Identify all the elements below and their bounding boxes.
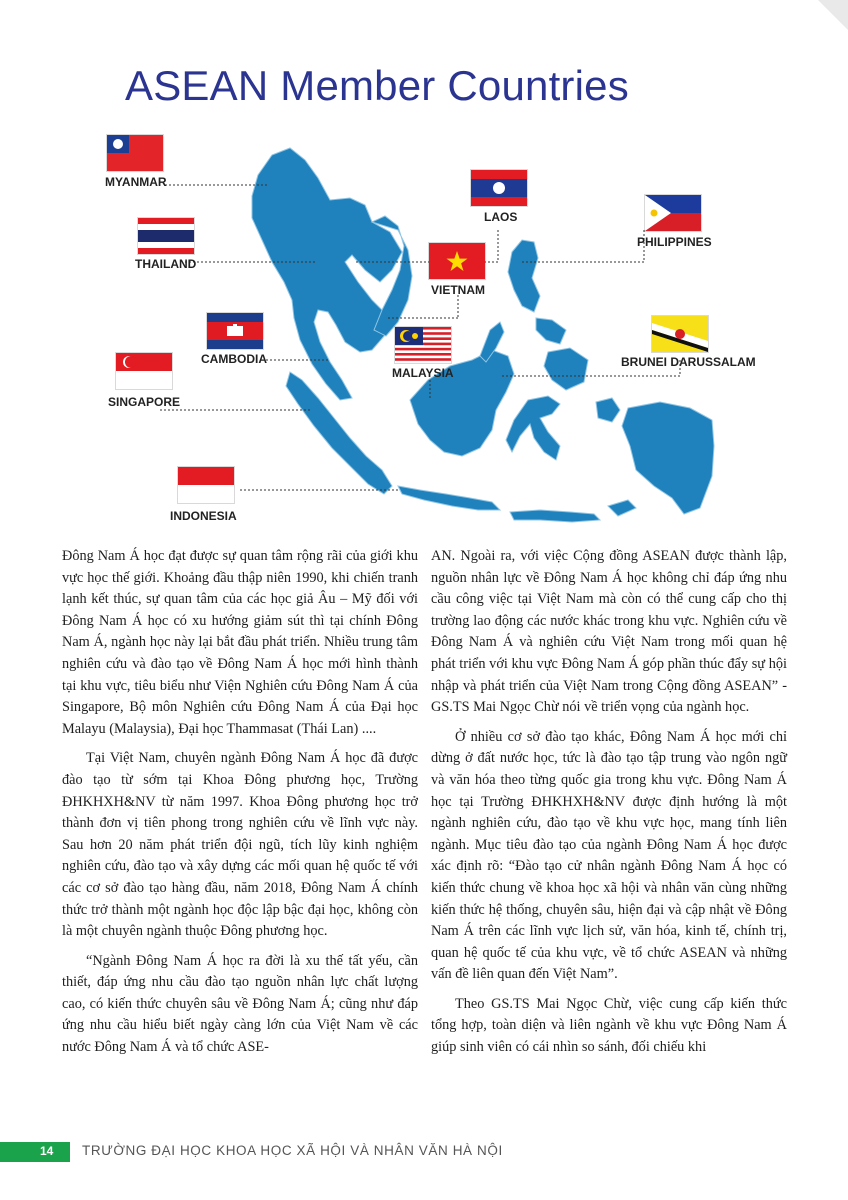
flag-vietnam xyxy=(429,243,485,279)
flag-malaysia xyxy=(395,327,451,363)
page-corner-decoration xyxy=(818,0,848,30)
flag-indonesia xyxy=(178,467,234,503)
label-singapore: SINGAPORE xyxy=(108,395,181,409)
label-laos: LAOS xyxy=(484,210,518,224)
flag-singapore xyxy=(116,353,172,389)
left-text-column xyxy=(62,546,418,1067)
page-number: 14 xyxy=(40,1144,54,1158)
timor-shape xyxy=(608,500,636,516)
label-malaysia: MALAYSIA xyxy=(392,366,454,380)
page-number-bar xyxy=(0,1142,70,1162)
visayas-shape xyxy=(536,318,566,344)
flag-brunei xyxy=(652,316,708,352)
right-text-column xyxy=(431,546,787,1067)
mindanao-shape xyxy=(544,348,588,390)
label-myanmar: MYANMAR xyxy=(105,175,167,189)
label-vietnam: VIETNAM xyxy=(431,283,485,297)
flag-myanmar xyxy=(107,135,163,171)
paragraph: Đông Nam Á học đạt được sự quan tâm rộng rãi của giới khu vực học thế giới. Khoảng đầu thập niên 1990, khi chiến tranh lạnh kết thúc, sự quan tâm của các học giả Âu – Mỹ đối với Đông Nam Á học có xu hướng giảm sút thì tại chính Đông Nam Á, ngành học này lại bắt đầu phát triển. Nhiều trung tâm nghiên cứu và đào tạo về Đông Nam Á học mới hình thành tại khu vực, tiêu biểu như Viện Nghiên cứu Đông Nam Á của Singapore, Bộ môn Nghiên cứu Đông Nam Á của Đại học Malayu (Malaysia), Đại học Thammasat (Thái Lan) .... xyxy=(62,548,418,737)
papua-shape xyxy=(622,402,714,514)
mainland-shape xyxy=(252,148,402,400)
flag-philippines xyxy=(645,195,701,231)
paragraph: Theo GS.TS Mai Ngọc Chừ, việc cung cấp kiến thức tổng hợp, toàn diện và liên ngành về khu vực Đông Nam Á giúp sinh viên có cái nhìn so sánh, đối chiếu khi xyxy=(431,995,787,1056)
label-thailand: THAILAND xyxy=(135,257,197,271)
paragraph: Tại Việt Nam, chuyên ngành Đông Nam Á học đã được đào tạo từ sớm tại Khoa Đông phương học, Trường ĐHKHXH&NV từ năm 1997. Khoa Đông phương học trở thành đơn vị tiên phong trong nghiên cứu về lĩnh vực này. Sau hơn 20 năm phát triển đội ngũ, tích lũy kinh nghiệm nghiên cứu, đào tạo và xây dựng các mối quan hệ quốc tế với các cơ sở đào tạo hàng đầu, năm 2018, Đông Nam Á chính thức trở thành một ngành học độc lập bậc đại học, không còn là một chuyên ngành thuộc Đông phương học. xyxy=(62,750,418,940)
maluku-shape xyxy=(596,398,620,422)
luzon-shape xyxy=(508,240,540,312)
label-cambodia: CAMBODIA xyxy=(201,352,267,366)
paragraph: Ở nhiều cơ sở đào tạo khác, Đông Nam Á học mới chỉ dừng ở đất nước học, tức là đào tạo tập trung vào ngôn ngữ và văn hóa theo từng quốc gia trong khu vực. Đông Nam Á học tại Trường ĐHKHXH&NV được định hướng là một ngành nghiên cứu, đào tạo về khu vực học, mang tính liên ngành. Mục tiêu đào tạo của ngành Đông Nam Á học được xác định rõ: “Đào tạo cử nhân ngành Đông Nam Á học có kiến thức chung về khoa học xã hội và nhân văn cùng những kiến thức hệ thống, chuyên sâu, hiện đại và cập nhật về Đông Nam Á trên các lĩnh vực lịch sử, văn hóa, kinh tế, chính trị, quan hệ quốc tế của khu vực, về tổ chức ASEAN và những vấn đề liên quan đến Việt Nam”. xyxy=(431,728,787,983)
page-footer xyxy=(0,1142,848,1162)
paragraph: “Ngành Đông Nam Á học ra đời là xu thế tất yếu, cần thiết, đáp ứng nhu cầu đào tạo nguồn nhân lực chất lượng cao, có kiến thức chuyên sâu về Đông Nam Á; cũng như đáp ứng nhu cầu hiểu biết ngày càng lớn của Việt Nam về các nước Đông Nam Á và tổ chức ASE- xyxy=(62,952,418,1056)
flag-thailand xyxy=(138,218,194,254)
flag-cambodia xyxy=(207,313,263,349)
label-philippines: PHILIPPINES xyxy=(637,235,712,249)
label-brunei: BRUNEI DARUSSALAM xyxy=(621,355,756,369)
java-shape xyxy=(398,486,500,510)
flag-laos xyxy=(471,170,527,206)
footer-school-name: TRƯỜNG ĐẠI HỌC KHOA HỌC XÃ HỘI VÀ NHÂN VĂN HÀ NỘI xyxy=(82,1143,503,1158)
label-indonesia: INDONESIA xyxy=(170,509,237,523)
paragraph: AN. Ngoài ra, với việc Cộng đồng ASEAN được thành lập, nguồn nhân lực về Đông Nam Á học không chỉ đáp ứng nhu cầu công việc tại Việt Nam mà còn có thể cung cấp cho thị trường lao động các nước khác trong khu vực. Nghiên cứu về Đông Nam Á và nghiên cứu Việt Nam trong mối quan hệ phát triển với khu vực Đông Nam Á góp phần thúc đẩy sự hội nhập và phát triển của Việt Nam trong Cộng đồng ASEAN” - GS.TS Mai Ngọc Chừ nói về triển vọng của ngành học. xyxy=(431,548,787,716)
lesser-sunda-shape xyxy=(510,510,600,522)
page-title: ASEAN Member Countries xyxy=(125,62,629,109)
sulawesi-shape xyxy=(506,396,560,460)
